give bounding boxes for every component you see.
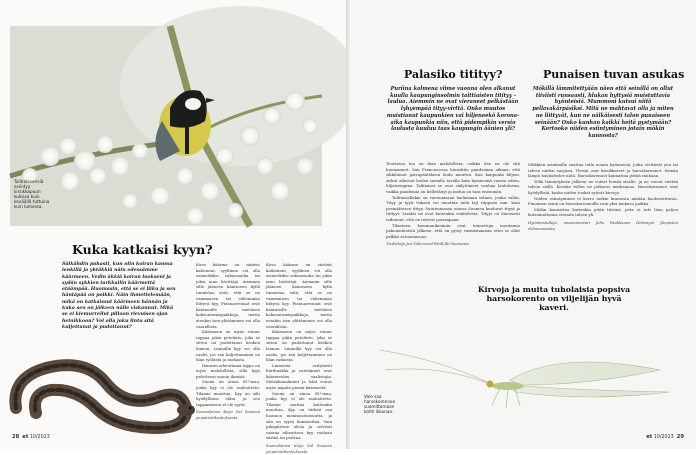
left-body-column-2 <box>266 262 332 454</box>
paragraph: Linnuista erityisesti hiirihaukka ja varislinnut ovat käärmeiden saalistajia. Metsäkanalinnut ja lokit voivat myös napata pieniä käärmeitä. <box>266 362 332 391</box>
magazine-logo: et <box>646 434 653 440</box>
paragraph: Kuva käärme on niiteist kaltennut, syyllinen voi olla esimerkiksi ruhausauha tai jokin muu hävittäjä. Aiemmin sille jääneen käärmeen kyllä tunnistaa siitä, että se on vammaisen tai vähemmän liittyvä kyy. Piennarreunat ovat käärmeille mieluisia kokoontumispaikkoja, mutta etenkin tien ylittäminen voi olla vaarallista. <box>196 262 260 329</box>
paragraph: Ihmisen aiheuttama tappo on myös mahdollista, sillä kyyt pelottavat monia ihmisiä. <box>196 362 260 379</box>
left-body-column-1 <box>196 262 260 427</box>
q2-lede: Mökillä lämmitettyään näen että seinillä on ollut tiiviisti runsaasti, hlukan hyttysiä muistuttavia hyönteisiä. Mummoni kutsui niitä pellavakärpäsiksi. Mitä ne mahtavat olla ja miten ne liittyvät, kun ne nälkäisesti talon punaiseen seinään? Onko kunhan kaikki heitä pystymään? Kertooko niiden esiintyminen jotain mökin kunnosta? <box>532 86 674 139</box>
credit-line: Suomalainen Keijo Sal Suomen ympäristökeskuksesta <box>196 410 260 421</box>
q2-body <box>528 162 678 276</box>
right-page <box>350 0 696 449</box>
credit-line: Hyönteistutkija, museomestari Juho Paukkunen Helsingin yliopiston eläinmuseosta <box>528 220 678 231</box>
viper-photo <box>6 328 196 436</box>
paragraph: Mökin kannattaa kuitenkin pitää tiiviinä, jotta ei tule liian paljon kutsumattomia vieraita talven yli. <box>528 206 678 218</box>
paragraph: Talitiaisellakin on varsinaisaan laulamaan selmia, jonka valita. Tityy ja tyyti tsikavä voi muuttaa niitä laji riippuen mm. kuin pesintätesen tittyy. Suurimmassa osassa Suomea kuuluvat tityyt ja titityyt. Lisäksi ne ovat kuitenkin vaihtelevia. Tityyt on ilmeisesti todennut, että ne tulevat parempaan. <box>386 194 520 222</box>
q1-lede: Puriina kolmena viime vuonna olen alkanut kuulla kaupunginsolmin taittiaisten titityy -laulua. Aiemmin ne ovat vieraneet pelkästään lyhyempää tityy-virttä. Onko muutos muistianut kaupunkien vai hiljeneekö korona-aika kaupunkia niin, että pidempikin versio laulusta kuuluu taas kaupungin äänien yli? <box>386 86 520 133</box>
lacewing-caption: Valo saa harsokorennon suomittamaan kohti ikkunaa. <box>364 394 396 414</box>
q1-heading: Palasiko titityy? <box>404 68 503 81</box>
left-folio <box>12 434 50 440</box>
photo-caption: Talitiaisverisiä esiintyy kirsikkapuun kukissa kuin keväällä tuttuina kuin lumessa. <box>14 179 50 209</box>
magazine-logo: et <box>22 434 29 440</box>
lacewing-photo <box>360 330 686 430</box>
page-number: 29 <box>676 434 684 440</box>
paragraph: Käärmeen on myös voinut tappaa jokin petolintu, joka se sitten on pudottanut kesken lennon. Linnuilla kyy voi olla saalis, jos sen kuljettaminen on liian raskasta. <box>266 329 332 363</box>
credit-line: Suomalainen Keijo Sal Suomen ympäristökeskuksesta <box>266 444 332 454</box>
right-folio <box>646 434 684 440</box>
paragraph: Mökkien seinämille saattaa tulla monia hyönteisiä, jotka viettävät yön tai talven niiden suojissa. Yleisiä ovat kirsikkarvet ja harsokorennot. Seinän lämpö houkuttelee niitä. Harsokorennot kannattaa jättää rauhaan. <box>528 162 678 179</box>
credit-line: Tiedottaja Jan Södersved BirdLife Suomesta <box>386 242 469 247</box>
page-number: 28 <box>12 434 20 440</box>
issue-number: 10/2023 <box>29 435 50 440</box>
paragraph: Niiden esiintyminen ei kerro mökin kunnosta mitään huolestuttavaa. Punainen seinä on harsokorennoille vain yksi mukava paikka. <box>528 195 678 207</box>
paragraph: Suomi on ainoa EU-maa, jonka kyy ei ole rauhoitettu. Tilanne muuttuu. Kyy on silti hyödyllinen eläin, ja sen tappamiseen ei ole syytä. <box>196 379 260 407</box>
cherry-blossom-illustration <box>10 26 322 226</box>
left-heading: Kuka katkaisi kyyn? <box>72 242 213 257</box>
great-tit-photo <box>10 26 322 226</box>
q2-heading: Punaisen tuvan asukas <box>543 68 685 81</box>
paragraph: Tilanteen kommunikoinnin ovat tunnettuja muutamia pakonmiiteistä jälkeen, että en pysty varmistamaan ettei se ollut pelkkä satunnaisuus. <box>386 222 520 239</box>
paragraph: Yöllä lämmityksen jälkeen ne voivat lentää sisälle, ja ne voivat viettää talven siellä. Kevään tullen ne jatkavat matkaansa. Harsokorennot ovat hyödyllisiä, koska niiden toukat syövät kirvoja. <box>528 178 678 195</box>
paragraph: Kuva käärme on siistisit katkennut, syyllinen voi olla esimerkiksi ruhausauha tai jokin muu hävittäjä. Aiemmin sille jääneen käärmeen kyllä tunnistaa siitä, että se on vammainen tai vähemmän liittyvä kyy. Piennarreunat ovat käärmeille mieluisia kokoontumispaikkoja, mutta etenkin tien ylittäminen voi olla vaarallista. <box>266 262 332 329</box>
left-page <box>0 0 346 454</box>
paragraph: Suomi on ainoa EU-maa, jonka kyy ei ole rauhoitettu. Tilanne saattaa kuitenkin muuttua. Kyy on tärkeä osa luonnon monimuotoisuutta, ja sitä on syytä kunnioittaa. Vain pihapiirissä oleva ja selvästi vaaraa aiheuttava kyy voidaan siirtää tai poistaa. <box>266 390 332 441</box>
paragraph: Teortassa tuo on ihan mahdollista, vaikka itse en ole sitä huomannut. San Franciscossa havaittiin pandemian aikana, että sikkilinnut paivapäätöksen laulu muuttui. Kun kaupunki hiljeni, sirkut alkoivat laulaa samalla tavalla kuin kymmeniä vuosia sitten, hiljaisempina. Talitiaiset se ovat säilyttäneet vanhan laulutavan, vaikka pandemia on hellittänyt ja melua on taas enemmän. <box>386 161 520 194</box>
pull-quote: Kirvoja ja muita tuholaisia popsiva harsokorento on viljelijän hyvä kaveri. <box>477 285 631 312</box>
left-lede: Sälkähdin pahasti, kun olin koiran kanssa lenkillä ja yhtäkkiä näin edessämme käärmeen. Vedin äkkiä koiran luokseni ja sydän sykkien tarkkailin käärmettä etäämpää. Huomasin, että se ei liiku ja sen häntäpää on poikki. Näin ihmettelemään, mikä on katkaissut käärmeen hännän ja kuka sen on jälkeen nälle viskannut. Mikä se ei kiemurrellut pilloon rievuisen ojan heinikkoon? Voi olla joku lintu sitä kuljettanut ja pudottanut? <box>62 262 176 330</box>
paragraph: Käärmeen on myös voinut tappaa jokin petolintu, joka se sitten on pudottanut kesken lennon. Linnuilla kyy voi olla saalis, jos sen kuljettaminen on liian työlästä ja raskasta. <box>196 329 260 363</box>
issue-number: 10/2023 <box>653 435 674 440</box>
